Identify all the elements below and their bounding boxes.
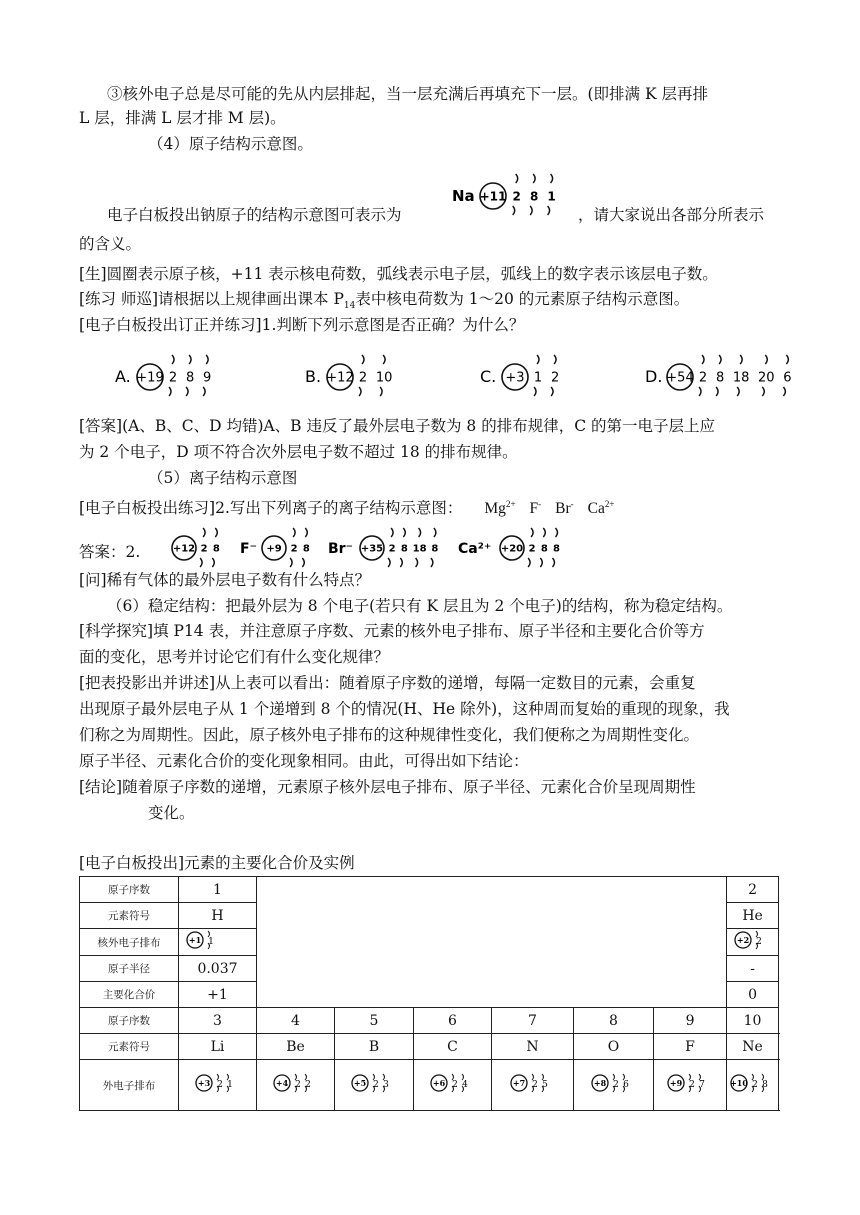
page-subscript: 14 [343, 301, 356, 312]
ion-item [484, 500, 515, 517]
cell-he-number: 2 [727, 877, 779, 903]
answer-line-2: 为 2 个电子，D 项不符合次外层电子数不超过 18 的排布规律。 [79, 443, 518, 461]
shell-arc [554, 355, 556, 364]
section-heading-6: （6）稳定结构：把最外层为 8 个电子(若只有 K 层且为 2 个电子)的结构，称为稳定结构。 [107, 597, 733, 615]
shell-arc [537, 355, 539, 364]
nuclear-charge-label: +1 [188, 935, 202, 945]
shell-electron-count: 8 [302, 543, 310, 555]
atom-structure [666, 355, 791, 396]
shell-electron-count: 6 [622, 1080, 629, 1090]
shell-electron-count: 8 [553, 543, 560, 555]
section-heading-5: （5）离子结构示意图 [148, 469, 298, 487]
nuclear-charge-label: +20 [500, 543, 524, 555]
nuclear-charge-label: +9 [669, 1078, 683, 1088]
shell-electron-count: 1 [533, 370, 543, 386]
cell-he-config [727, 929, 779, 956]
exercise-options-diagrams [115, 346, 795, 408]
option-letter: D. [645, 367, 663, 386]
shell-electron-count: 2 [290, 543, 298, 555]
shell-arc [169, 387, 171, 396]
nuclear-charge-label: +54 [666, 370, 694, 386]
shell-electron-count: 1 [547, 189, 556, 204]
shell-arc [783, 387, 785, 396]
shell-electron-count: 2 [689, 1080, 695, 1090]
option-b [305, 355, 392, 396]
nuclear-charge-label: +7 [512, 1078, 525, 1088]
shell-electron-count: 6 [783, 370, 792, 386]
table-row [80, 1060, 779, 1111]
atom-structure [360, 528, 438, 567]
shell-arc [513, 206, 515, 215]
lecture-line-3: 们称之为周期性。因此，原子核外电子排布的这种规律性变化，我们便称之为周期性变化。 [79, 726, 700, 744]
ion-prefix: Br⁻ [328, 541, 353, 557]
nuclear-charge-label: +12 [326, 370, 354, 386]
ion-item [555, 500, 574, 517]
shell-electron-count: 4 [461, 1080, 468, 1090]
shell-electron-count: 1 [226, 1080, 233, 1090]
option-letter: B. [305, 367, 322, 386]
ion-item [588, 500, 615, 517]
shell-arc [290, 558, 292, 567]
option-d [645, 355, 792, 396]
shell-electron-count: 2 [168, 370, 178, 386]
text-line-sodium-question: ，请大家说出各部分所表示 [578, 206, 765, 224]
conclusion-line-1: [结论]随着原子序数的递增，元素原子核外层电子排布、原子半径、元素化合价呈现周期性 [79, 778, 696, 796]
shell-arc [740, 355, 742, 364]
cell-element-symbol: B [335, 1034, 414, 1060]
shell-electron-count: 20 [758, 370, 775, 386]
shell-electron-count: 8 [400, 543, 408, 555]
cell-atomic-number: 3 [179, 1008, 257, 1034]
shell-arc [186, 387, 188, 396]
atom-structure [480, 174, 556, 215]
nuclear-charge-label: +3 [505, 370, 525, 386]
nuclear-charge-label: +3 [197, 1078, 210, 1088]
header-radius: 原子半径 [80, 956, 179, 982]
shell-electron-count: 18 [732, 370, 750, 386]
header-atomic-number: 原子序数 [80, 877, 179, 903]
header-outer-config: 外电子排布 [80, 1060, 179, 1111]
cell-he-valence: 0 [727, 982, 779, 1008]
shell-electron-count: 10 [375, 370, 393, 386]
option-letter: A. [115, 367, 131, 386]
cell-element-symbol: O [574, 1034, 654, 1060]
cell-h-symbol: H [179, 903, 257, 929]
cell-atomic-number: 4 [257, 1008, 335, 1034]
cell-electron-config [179, 1060, 257, 1111]
shell-arc [383, 355, 385, 364]
practice-text-b: 表中核电荷数为 1～20 的元素原子结构示意图。 [355, 290, 690, 308]
option-letter: C. [480, 367, 497, 386]
shell-electron-count: 18 [412, 543, 427, 555]
shell-arc [534, 387, 536, 396]
shell-electron-count: 2 [531, 1080, 538, 1090]
shell-arc [215, 528, 217, 537]
cell-electron-config [414, 1060, 492, 1111]
shell-electron-count: 2 [612, 1080, 619, 1090]
shell-arc [762, 387, 764, 396]
shell-electron-count: 2 [200, 543, 208, 555]
text-line-meaning: 的含义。 [79, 235, 142, 253]
shell-arc [302, 558, 304, 567]
shell-electron-count: 8 [212, 543, 220, 555]
shell-arc [359, 387, 361, 396]
answer-line-1: [答案](A、B、C、D 均错)A、B 违反了最外层电子数为 8 的排布规律，C 的第一电子层上应 [79, 417, 716, 435]
atom-structure [326, 355, 392, 396]
header-config: 核外电子排布 [80, 929, 179, 956]
nuclear-charge-label: +8 [593, 1078, 606, 1088]
ion-answer-4 [458, 528, 560, 567]
nuclear-charge-label: +5 [353, 1078, 367, 1088]
shell-electron-count: 8 [540, 543, 548, 555]
element-config-diagram [350, 1072, 398, 1094]
shell-arc [403, 528, 405, 537]
question-line: [问]稀有气体的最外层电子数有什么特点？ [79, 571, 371, 589]
cell-h-config [179, 929, 257, 956]
cell-h-radius: 0.037 [179, 956, 257, 982]
text-line-sodium-intro: 电子白板投出钠原子的结构示意图可表示为 [107, 206, 402, 224]
shell-arc [765, 355, 767, 364]
element-config-diagram [509, 1072, 557, 1094]
cell-element-symbol: N [492, 1034, 574, 1060]
element-config-diagram [729, 1072, 777, 1094]
exercise-1-line: [电子白板投出订正并练习]1.判断下列示意图是否正确？为什么？ [79, 316, 525, 334]
nuclear-charge-label: +12 [172, 543, 196, 555]
shell-electron-count: 2 [528, 543, 536, 555]
shell-arc [189, 355, 191, 364]
cell-electron-config [492, 1060, 574, 1111]
shell-arc [431, 558, 433, 567]
section-heading-4: （4）原子结构示意图。 [148, 135, 313, 153]
shell-electron-count: 5 [541, 1080, 548, 1090]
cell-element-symbol: Be [257, 1034, 335, 1060]
nuclear-charge-label: +9 [266, 543, 282, 555]
shell-arc [380, 387, 382, 396]
empty-block [257, 877, 727, 1008]
helium-config-diagram [733, 929, 773, 951]
shell-arc [551, 174, 553, 183]
shell-electron-count: 9 [203, 370, 212, 386]
shell-arc [203, 387, 205, 396]
ion-charge: 2+ [604, 499, 615, 509]
cell-electron-config [257, 1060, 335, 1111]
ion-answer-1 [172, 528, 220, 567]
element-config-diagram [666, 1072, 714, 1094]
ion-symbol: Mg [484, 500, 506, 518]
element-config-diagram [429, 1072, 477, 1094]
nuclear-charge-label: +2 [736, 935, 750, 945]
shell-arc [200, 558, 202, 567]
shell-arc [540, 558, 542, 567]
shell-electron-count: 2 [304, 1080, 311, 1090]
hydrogen-config-diagram [185, 929, 225, 951]
shell-arc [737, 387, 739, 396]
shell-arc [206, 355, 208, 364]
table-caption: [电子白板投出]元素的主要化合价及实例 [79, 854, 355, 872]
shell-arc [212, 558, 214, 567]
shell-arc [516, 174, 518, 183]
shell-arc [362, 355, 364, 364]
atom-structure [136, 355, 211, 396]
inquiry-line-1: [科学探究]填 P14 表，并注意原子序数、元素的核外电子排布、原子半径和主要化合价等方 [79, 622, 705, 640]
shell-electron-count: 8 [185, 370, 195, 386]
shell-arc [293, 528, 295, 537]
ion-charge: 2+ [505, 499, 516, 509]
shell-electron-count: 2 [550, 370, 560, 386]
cell-he-radius: - [727, 956, 779, 982]
nuclear-charge-label: +35 [360, 543, 384, 555]
shell-arc [388, 558, 390, 567]
shell-electron-count: 8 [529, 189, 539, 204]
ion-answer-2 [240, 528, 310, 567]
shell-electron-count: 8 [761, 1080, 768, 1090]
ion-answer-3 [328, 528, 438, 567]
table-row [80, 1034, 779, 1060]
cell-atomic-number: 6 [414, 1008, 492, 1034]
shell-electron-count: 2 [756, 937, 762, 947]
shell-arc [786, 355, 788, 364]
cell-atomic-number: 8 [574, 1008, 654, 1034]
shell-electron-count: 2 [751, 1080, 758, 1090]
shell-arc [528, 558, 530, 567]
shell-arc [391, 528, 393, 537]
header-symbol-2: 元素符号 [80, 1034, 179, 1060]
element-valence-table [79, 876, 779, 1111]
nuclear-charge-label: +6 [432, 1078, 445, 1088]
atom-structure [262, 528, 310, 567]
shell-arc [548, 206, 550, 215]
cell-electron-config [574, 1060, 654, 1111]
ion-symbol: F [529, 500, 539, 518]
option-c [480, 355, 559, 396]
atom-structure [500, 528, 560, 567]
cell-atomic-number: 7 [492, 1008, 574, 1034]
shell-arc [305, 528, 307, 537]
conclusion-line-2: 变化。 [148, 804, 195, 822]
lecture-line-1: [把表投影出并讲述]从上表可以看出：随着原子序数的递增，每隔一定数目的元素，会重复 [79, 674, 696, 692]
cell-electron-config [654, 1060, 727, 1111]
shell-electron-count: 8 [715, 370, 725, 386]
shell-arc [533, 174, 535, 183]
ion-charge: - [570, 499, 574, 509]
shell-electron-count: 2 [388, 543, 396, 555]
shell-arc [172, 355, 174, 364]
cell-element-symbol: C [414, 1034, 492, 1060]
lecture-line-2: 出现原子最外层电子从 1 个递增到 8 个的情况(H、He 除外)，这种周而复始的重现的现象，我 [79, 700, 730, 718]
answer-2-label: 答案：2. [79, 543, 141, 561]
ion-prefix: F⁻ [240, 541, 257, 557]
shell-arc [556, 528, 558, 537]
header-valence: 主要化合价 [80, 982, 179, 1008]
ion-list [484, 499, 628, 517]
cell-element-symbol: Li [179, 1034, 257, 1060]
cell-electron-config [335, 1060, 414, 1111]
header-atomic-number-2: 原子序数 [80, 1008, 179, 1034]
shell-arc [699, 387, 701, 396]
shell-electron-count: 2 [698, 370, 708, 386]
shell-electron-count: 2 [451, 1080, 458, 1090]
element-config-diagram [590, 1072, 638, 1094]
nuclear-charge-label: +4 [275, 1078, 288, 1088]
table-row [80, 1008, 779, 1034]
exercise-2-text: [电子白板投出练习]2.写出下列离子的离子结构示意图： [79, 499, 463, 518]
shell-electron-count: 8 [431, 543, 439, 555]
shell-arc [531, 528, 533, 537]
shell-arc [719, 355, 721, 364]
atom-structure [172, 528, 220, 567]
practice-text-a: [练习 师巡]请根据以上规律画出课本 P [79, 290, 344, 308]
shell-arc [400, 558, 402, 567]
shell-arc [203, 528, 205, 537]
shell-arc [434, 528, 436, 537]
shell-electron-count: 3 [383, 1080, 389, 1090]
cell-atomic-number: 5 [335, 1008, 414, 1034]
element-config-diagram [272, 1072, 320, 1094]
sodium-atom-diagram [450, 168, 560, 224]
shell-arc [716, 387, 718, 396]
cell-electron-config [727, 1060, 779, 1111]
cell-h-valence: +1 [179, 982, 257, 1008]
lecture-line-4: 原子半径、元素化合价的变化现象相同。由此，可得出如下结论： [79, 752, 529, 770]
nuclear-charge-label: +11 [479, 189, 507, 204]
element-config-diagram [194, 1072, 242, 1094]
sodium-symbol: Na [452, 187, 475, 205]
shell-arc [416, 558, 418, 567]
shell-electron-count: 2 [373, 1080, 379, 1090]
text-line-1: ③核外电子总是尽可能的先从内层排起，当一层充满后再填充下一层。(即排满 K 层再排 [107, 85, 708, 103]
shell-arc [419, 528, 421, 537]
shell-electron-count: 2 [216, 1080, 223, 1090]
cell-he-symbol: He [727, 903, 779, 929]
ion-symbol: Ca [587, 500, 605, 518]
shell-electron-count: 2 [512, 189, 521, 204]
shell-electron-count: 1 [208, 937, 214, 947]
ion-prefix: Ca²⁺ [458, 541, 492, 557]
inquiry-line-2: 面的变化，思考并讨论它们有什么变化规律？ [79, 648, 390, 666]
shell-arc [551, 387, 553, 396]
option-a [115, 355, 211, 396]
cell-atomic-number: 10 [727, 1008, 779, 1034]
cell-element-symbol: Ne [727, 1034, 779, 1060]
shell-electron-count: 7 [699, 1080, 705, 1090]
ion-item [530, 500, 542, 517]
cell-element-symbol: F [654, 1034, 727, 1060]
nuclear-charge-label: +19 [136, 370, 164, 386]
exercise-2-line [79, 492, 628, 521]
shell-electron-count: 2 [294, 1080, 301, 1090]
shell-arc [553, 558, 555, 567]
shell-electron-count: 2 [358, 370, 368, 386]
shell-arc [702, 355, 704, 364]
ion-charge: - [538, 499, 542, 509]
atom-structure [502, 355, 559, 396]
cell-h-number: 1 [179, 877, 257, 903]
text-line-2: L 层，排满 L 层才排 M 层)。 [79, 109, 286, 127]
table-row [80, 877, 779, 903]
cell-atomic-number: 9 [654, 1008, 727, 1034]
student-answer-line: [生]圆圈表示原子核，+11 表示核电荷数，弧线表示电子层，弧线上的数字表示该层电子数。 [79, 265, 718, 283]
shell-arc [543, 528, 545, 537]
header-symbol: 元素符号 [80, 903, 179, 929]
shell-arc [530, 206, 532, 215]
nuclear-charge-label: +10 [729, 1078, 748, 1088]
ion-symbol: Br [555, 500, 571, 518]
